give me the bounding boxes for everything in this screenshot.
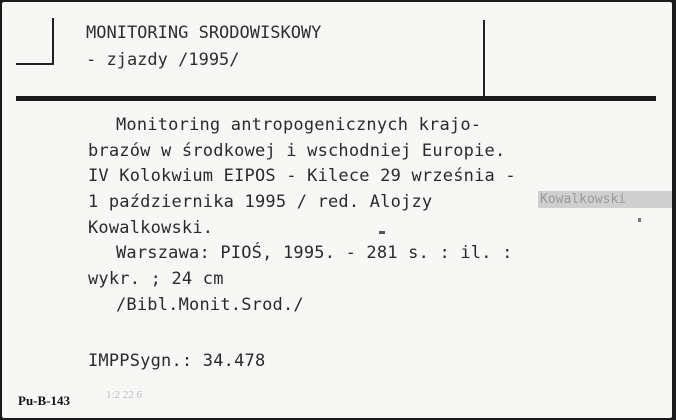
corner-mark-vertical: [52, 18, 54, 64]
catalog-card: [2, 2, 672, 418]
body-line-5: Kowalkowski.: [88, 218, 214, 238]
header-column-divider: [483, 20, 485, 96]
body-line-4: 1 października 1995 / red. Alojzy: [88, 192, 433, 212]
faint-stamp-number: 1:2 22 6: [106, 389, 143, 401]
body-line-6: Warszawa: PIOŚ, 1995. - 281 s. : il. :: [116, 243, 513, 263]
body-line-7: wykr. ; 24 cm: [88, 269, 224, 289]
ink-mark: [379, 231, 385, 234]
body-line-1: Monitoring antropogenicznych krajo-: [116, 115, 482, 135]
heading-rule: [16, 96, 656, 101]
subject-subheading: - zjazdy /1995/: [86, 50, 240, 70]
overlaid-stamp: Kowalkowski: [538, 191, 672, 208]
card-code: Pu-B-143: [18, 393, 70, 408]
body-line-3: IV Kolokwium EIPOS - Kilece 29 września -: [88, 166, 516, 186]
subject-heading: MONITORING SRODOWISKOWY: [86, 23, 322, 43]
call-number: IMPPSygn.: 34.478: [88, 351, 266, 371]
body-line-2: brazów w środkowej i wschodniej Europie.: [88, 141, 506, 161]
body-line-8: /Bibl.Monit.Srod./: [116, 295, 304, 315]
ink-mark: [638, 218, 641, 222]
corner-mark-horizontal: [16, 63, 54, 65]
